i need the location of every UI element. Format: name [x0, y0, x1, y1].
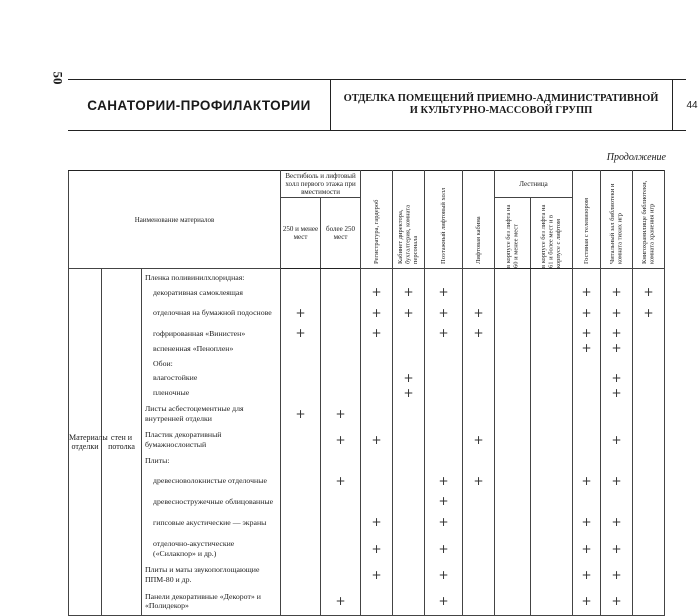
plus-mark	[321, 562, 360, 588]
plus-mark	[281, 427, 320, 453]
plus-mark: +	[371, 541, 382, 556]
plus-mark: +	[371, 567, 382, 582]
plus-mark: +	[581, 326, 592, 341]
plus-mark	[573, 453, 600, 468]
marks-col-250-more	[321, 269, 361, 616]
plus-mark	[531, 285, 572, 300]
plus-mark	[495, 562, 530, 588]
column-header-floor-hall: Поэтажный лифтовый холл	[425, 171, 463, 269]
marks-col-guest	[573, 269, 601, 616]
marks-col-floor-hall	[425, 269, 463, 616]
plus-mark: +	[335, 406, 346, 421]
table-number: 44	[686, 99, 698, 111]
plus-mark: +	[611, 326, 622, 341]
plus-mark	[495, 588, 530, 614]
plus-mark	[281, 509, 320, 535]
plus-mark	[425, 386, 462, 401]
plus-mark: +	[295, 305, 306, 320]
plus-mark	[393, 341, 424, 356]
plus-mark: +	[403, 284, 414, 299]
plus-mark: +	[295, 326, 306, 341]
plus-mark	[531, 341, 572, 356]
plus-mark	[633, 401, 664, 427]
plus-mark	[531, 401, 572, 427]
marks-col-registry	[361, 269, 393, 616]
column-header-stairs-b: в корпусе без лифта на 61 и более мест и в корпусе с лифтом	[531, 198, 573, 269]
material-row-label: древесностружечные облицованные	[153, 496, 274, 506]
plus-mark	[633, 588, 664, 614]
plus-mark: +	[611, 340, 622, 355]
plus-mark: +	[438, 515, 449, 530]
plus-mark	[495, 536, 530, 562]
plus-mark	[495, 427, 530, 453]
plus-mark	[463, 341, 494, 356]
plus-mark	[393, 509, 424, 535]
plus-mark	[393, 356, 424, 371]
plus-mark	[531, 270, 572, 285]
plus-mark	[361, 371, 392, 386]
column-header-stairs-a: в корпусе без лифта на 60 и менее мест	[495, 198, 531, 269]
plus-mark	[463, 371, 494, 386]
plus-mark	[463, 536, 494, 562]
plus-mark	[425, 401, 462, 427]
marks-col-storage	[633, 269, 665, 616]
plus-mark	[393, 536, 424, 562]
material-row-label: отделочно-акустические («Силакпор» и др.)	[153, 539, 235, 558]
plus-mark	[633, 371, 664, 386]
marks-col-stairs-b	[531, 269, 573, 616]
plus-mark: +	[403, 305, 414, 320]
plus-mark: +	[473, 305, 484, 320]
plus-mark	[393, 270, 424, 285]
plus-mark: +	[371, 305, 382, 320]
plus-mark: +	[335, 432, 346, 447]
plus-mark	[463, 285, 494, 300]
plus-mark	[321, 356, 360, 371]
plus-mark	[531, 356, 572, 371]
material-row-label: отделочная на бумажной подоснове	[153, 308, 272, 318]
plus-mark: +	[403, 385, 414, 400]
plus-mark	[361, 494, 392, 509]
material-row-label: гофрированная «Винистен»	[153, 328, 246, 338]
plus-mark	[393, 427, 424, 453]
plus-mark	[361, 270, 392, 285]
plus-mark	[281, 371, 320, 386]
plus-mark: +	[611, 305, 622, 320]
plus-mark: +	[438, 494, 449, 509]
column-header-storage: Книгохранилище библиотеки, комната хранения игр	[633, 171, 665, 269]
plus-mark	[633, 494, 664, 509]
plus-mark	[495, 285, 530, 300]
plus-mark	[633, 386, 664, 401]
plus-mark	[393, 401, 424, 427]
plus-mark	[361, 401, 392, 427]
plus-mark	[495, 371, 530, 386]
plus-mark	[281, 453, 320, 468]
plus-mark: +	[611, 515, 622, 530]
plus-mark	[495, 270, 530, 285]
plus-mark	[281, 562, 320, 588]
plus-mark: +	[581, 305, 592, 320]
marks-col-250-less	[281, 269, 321, 616]
plus-mark	[321, 300, 360, 326]
plus-mark: +	[438, 567, 449, 582]
plus-mark: +	[371, 326, 382, 341]
plus-mark: +	[438, 594, 449, 609]
plus-mark	[393, 453, 424, 468]
plus-mark	[425, 341, 462, 356]
plus-mark	[573, 427, 600, 453]
marks-col-stairs-a	[495, 269, 531, 616]
material-row-label: Пленка поливинилхлоридная:	[145, 272, 245, 282]
plus-mark	[495, 453, 530, 468]
material-row-label: пленочные	[153, 388, 190, 398]
plus-mark	[573, 270, 600, 285]
plus-mark	[393, 494, 424, 509]
plus-mark	[495, 401, 530, 427]
plus-mark	[425, 427, 462, 453]
plus-mark	[361, 356, 392, 371]
plus-mark	[463, 588, 494, 614]
plus-mark: +	[438, 474, 449, 489]
plus-mark	[281, 285, 320, 300]
plus-mark	[281, 356, 320, 371]
plus-mark: +	[581, 541, 592, 556]
page-number: 50	[50, 71, 66, 85]
plus-mark	[633, 326, 664, 341]
plus-mark	[633, 356, 664, 371]
marks-col-director	[393, 269, 425, 616]
plus-mark	[281, 270, 320, 285]
plus-mark	[463, 494, 494, 509]
column-header-name: Наименование материалов	[69, 171, 281, 269]
finishing-materials-table	[68, 170, 665, 616]
plus-mark	[281, 386, 320, 401]
plus-mark: +	[611, 284, 622, 299]
plus-mark	[633, 562, 664, 588]
plus-mark: +	[611, 567, 622, 582]
column-header-director: Кабинет директора, бухгалтерия, комната персонала	[393, 171, 425, 269]
chapter-title-line1: ОТДЕЛКА ПОМЕЩЕНИЙ ПРИЕМНО-АДМИНИСТРАТИВНОЙ	[343, 93, 659, 104]
plus-mark	[633, 509, 664, 535]
plus-mark: +	[438, 326, 449, 341]
material-row-label: Панели декоративные «Декорот» и «Полидекор»	[145, 591, 261, 611]
column-header-250-more: более 250 мест	[321, 198, 361, 269]
plus-mark	[321, 494, 360, 509]
plus-mark	[463, 509, 494, 535]
plus-mark: +	[581, 594, 592, 609]
plus-mark	[361, 386, 392, 401]
plus-mark	[281, 468, 320, 494]
plus-mark: +	[611, 594, 622, 609]
plus-mark	[531, 371, 572, 386]
plus-mark	[601, 494, 632, 509]
plus-mark	[321, 326, 360, 341]
plus-mark	[321, 453, 360, 468]
plus-mark	[321, 285, 360, 300]
plus-mark	[495, 300, 530, 326]
column-header-registry: Регистратура, гардероб	[361, 171, 393, 269]
plus-mark	[463, 562, 494, 588]
plus-mark	[531, 588, 572, 614]
page-header	[68, 79, 698, 131]
plus-mark	[425, 356, 462, 371]
plus-mark: +	[335, 474, 346, 489]
plus-mark	[495, 386, 530, 401]
plus-mark: +	[611, 474, 622, 489]
plus-mark: +	[295, 406, 306, 421]
plus-mark: +	[371, 284, 382, 299]
plus-mark	[393, 326, 424, 341]
plus-mark	[425, 371, 462, 386]
plus-mark	[531, 562, 572, 588]
plus-mark	[531, 386, 572, 401]
column-header-guest: Гостиная с телевизором	[573, 171, 601, 269]
plus-mark	[321, 536, 360, 562]
plus-mark: +	[581, 474, 592, 489]
plus-mark	[633, 270, 664, 285]
plus-mark: +	[611, 370, 622, 385]
plus-mark	[601, 356, 632, 371]
material-row-label: Пластик декоративный бумажнослоистый	[145, 430, 222, 449]
marks-col-elevator	[463, 269, 495, 616]
plus-mark	[573, 401, 600, 427]
plus-mark	[425, 453, 462, 468]
plus-mark	[463, 270, 494, 285]
plus-mark	[361, 341, 392, 356]
plus-mark	[361, 453, 392, 468]
plus-mark	[573, 371, 600, 386]
plus-mark	[531, 453, 572, 468]
plus-mark	[321, 341, 360, 356]
plus-mark	[531, 300, 572, 326]
material-row-label: Плиты:	[145, 455, 170, 465]
plus-mark: +	[611, 432, 622, 447]
plus-mark	[633, 427, 664, 453]
plus-mark	[393, 468, 424, 494]
chapter-title	[330, 80, 673, 130]
plus-mark	[321, 371, 360, 386]
materials-list	[142, 269, 281, 616]
material-row-label: гипсовые акустические — экраны	[153, 517, 267, 527]
plus-mark	[393, 588, 424, 614]
plus-mark	[361, 468, 392, 494]
plus-mark	[633, 341, 664, 356]
plus-mark	[531, 326, 572, 341]
plus-mark	[425, 270, 462, 285]
material-row-label: вспененная «Пеноплен»	[153, 343, 234, 353]
column-group-stairs: Лестница	[495, 171, 573, 198]
plus-mark: +	[473, 432, 484, 447]
plus-mark	[633, 453, 664, 468]
column-group-vestibule: Вестибюль и лифтовый холл первого этажа при вместимости	[281, 171, 361, 198]
plus-mark	[573, 494, 600, 509]
plus-mark	[463, 356, 494, 371]
plus-mark	[495, 326, 530, 341]
marks-col-reading	[601, 269, 633, 616]
side-category: Материалы отделки	[69, 269, 102, 616]
plus-mark	[531, 536, 572, 562]
side-subcategory: стен и потолка	[102, 269, 142, 616]
plus-mark	[321, 386, 360, 401]
plus-mark	[281, 341, 320, 356]
plus-mark	[531, 494, 572, 509]
plus-mark: +	[643, 305, 654, 320]
plus-mark: +	[371, 515, 382, 530]
plus-mark	[633, 468, 664, 494]
plus-mark	[601, 401, 632, 427]
plus-mark: +	[611, 385, 622, 400]
plus-mark	[495, 356, 530, 371]
column-header-250-less: 250 и менее мест	[281, 198, 321, 269]
plus-mark	[463, 453, 494, 468]
plus-mark	[321, 509, 360, 535]
material-row-label: влагостойкие	[153, 373, 198, 383]
plus-mark	[531, 468, 572, 494]
plus-mark	[463, 386, 494, 401]
plus-mark	[281, 588, 320, 614]
plus-mark: +	[438, 284, 449, 299]
material-row-label: Плиты и маты звукопоглощающие ППМ-80 и др.	[145, 565, 260, 584]
plus-mark: +	[581, 515, 592, 530]
plus-mark: +	[473, 326, 484, 341]
plus-mark	[573, 386, 600, 401]
plus-mark	[361, 588, 392, 614]
column-header-elevator: Лифтовая кабина	[463, 171, 495, 269]
plus-mark	[531, 427, 572, 453]
plus-mark	[495, 509, 530, 535]
plus-mark	[281, 536, 320, 562]
section-title: САНАТОРИИ-ПРОФИЛАКТОРИИ	[68, 80, 331, 130]
plus-mark	[281, 494, 320, 509]
plus-mark: +	[371, 432, 382, 447]
plus-mark: +	[581, 567, 592, 582]
plus-mark: +	[473, 474, 484, 489]
plus-mark	[633, 536, 664, 562]
continuation-label: Продолжение	[606, 152, 666, 163]
material-row-label: древесноволокнистые отделочные	[153, 476, 267, 486]
plus-mark: +	[438, 305, 449, 320]
plus-mark	[495, 494, 530, 509]
material-row-label: Листы асбестоцементные для внутренней отделки	[145, 404, 244, 423]
plus-mark: +	[581, 340, 592, 355]
plus-mark: +	[643, 284, 654, 299]
plus-mark	[531, 509, 572, 535]
plus-mark: +	[438, 541, 449, 556]
plus-mark: +	[403, 370, 414, 385]
plus-mark: +	[611, 541, 622, 556]
column-header-reading: Читальный зал библиотеки и комната тихих игр	[601, 171, 633, 269]
chapter-title-line2: И КУЛЬТУРНО-МАССОВОЙ ГРУПП	[409, 105, 593, 116]
plus-mark	[495, 341, 530, 356]
material-row-label: декоративная самоклеящая	[153, 287, 243, 297]
plus-mark	[573, 356, 600, 371]
plus-mark	[463, 401, 494, 427]
plus-mark	[601, 453, 632, 468]
plus-mark: +	[335, 594, 346, 609]
material-row-label: Обои:	[153, 358, 173, 368]
plus-mark	[495, 468, 530, 494]
plus-mark	[601, 270, 632, 285]
plus-mark	[393, 562, 424, 588]
plus-mark	[321, 270, 360, 285]
plus-mark: +	[581, 284, 592, 299]
